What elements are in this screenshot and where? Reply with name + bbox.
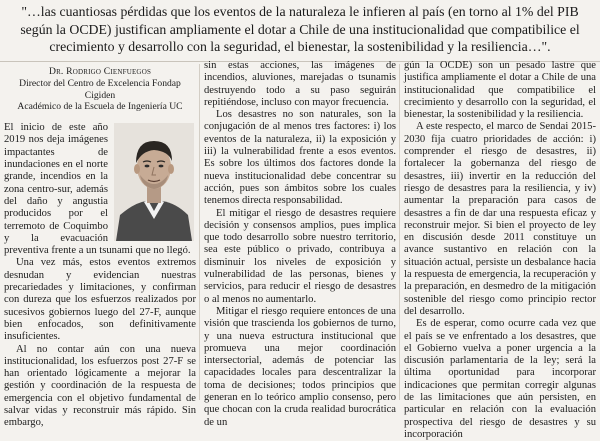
article-column-1 <box>4 66 196 430</box>
author-role: Cigiden <box>84 89 116 101</box>
column-divider <box>199 64 200 400</box>
author-name: Dr. Rodrigo Cienfuegos <box>48 66 152 77</box>
column-divider <box>399 64 400 400</box>
pull-quote-banner <box>0 0 600 62</box>
article-column-2 <box>204 60 396 429</box>
paragraph: Los desastres no son naturales, son la conjugación de al menos tres factores: i) los eventos de la naturaleza, ii) la exposición y iii) la vulnerabilidad frente a esos eventos. Es sobre los últimos dos factores donde la nueva institucionalidad debe concentrar su acción, pues son ámbitos sobre los cuales tenemos directa responsabilidad. <box>204 109 396 207</box>
paragraph: Una vez más, estos eventos extremos desnudan y evidencian nuestras precariedades y limitaciones, y confirman con dureza que los esfuerzos realizados por sucesivos gobiernos luego del 27-F, aunque bien enfocados, son definitivamente insuficientes. <box>4 257 196 343</box>
paragraph: Mitigar el riesgo requiere entonces de una visión que trascienda los gobiernos de turno, y una nueva estructura institucional que promueva una mejor coordinación intersectorial, además de potenciar las capacidades locales para descentralizar la toma de decisiones; todos principios que generan en lo teórico amplio consenso, pero que chocan con la cruda realidad burocrática de un <box>204 305 396 428</box>
paragraph: A este respecto, el marco de Sendai 2015-2030 fija cuatro prioridades de acción: i) comprender el riesgo de desastres, ii) fortalecer la gobernanza del riesgo de desastres, iii) invertir en la reducción del riesgo de desastres para la resiliencia, y iv) aumentar la preparación para casos de desastres a fin de dar una respuesta eficaz y reconstruir mejor. Si bien el proyecto de ley en discusión desde 2011 constituye un avance sustantivo en relación con la situación actual, persiste un desbalance hacia la respuesta de emergencia, la recuperación y la preparación, en desmedro de la mitigación sostenible del riesgo como principio rector del desarrollo. <box>404 121 596 317</box>
paragraph: Es de esperar, como ocurre cada vez que el país se ve enfrentado a los desastres, que el Gobierno vuelva a poner urgencia a la discusión parlamentaria de la ley; será la última oportunidad para incorporar indicaciones que permitan corregir algunas de las limitaciones que aún persisten, en particular en relación con la evaluación prospectiva del riesgo de desastres y su incorporación <box>404 318 596 440</box>
article-column-3 <box>404 60 596 441</box>
author-role: Académico de la Escuela de Ingeniería UC <box>17 101 183 113</box>
author-photo <box>114 123 194 241</box>
paragraph: gún la OCDE) son un pesado lastre que justifica ampliamente el dotar a Chile de una institucionalidad que compatibilice el crecimiento y desarrollo con la seguridad, el bienestar, la sostenibilidad y la resiliencia. <box>404 60 596 121</box>
paragraph: Al no contar aún con una nueva institucionalidad, los esfuerzos post 27-F se han orientado lógicamente a mejorar la gestión y coordinación de la respuesta de emergencia con el objetivo fundamental de salvar vidas y reconstruir más rápido. Sin embargo, <box>4 343 196 429</box>
byline <box>4 66 196 113</box>
paragraph: El mitigar el riesgo de desastres requiere decisión y consensos amplios, pues implica que todo desarrollo sobre nuestro territorio, sea este público o privado, contribuya a disminuir los niveles de exposición y vulnerabilidad de las personas, bienes y servicios, para reducir el riesgo de desastres o al menos no aumentarlo. <box>204 207 396 305</box>
author-role: Director del Centro de Excelencia Fondap <box>19 77 181 89</box>
paragraph: El inicio de este año 2019 nos deja imágenes impactantes de inundaciones en el norte grande, incendios en la zona centro-sur, además del daño y angustia producidos por el terremoto de Coquimbo y la evacuación preventiva frente a un tsunami que no llegó. <box>4 122 191 257</box>
paragraph: sin estas acciones, las imágenes de incendios, aluviones, marejadas o tsunamis destruyendo todo a su paso seguirán repitiéndose, incluso con mayor frecuencia. <box>204 60 396 108</box>
pull-quote: "…las cuantiosas pérdidas que los eventos de la naturaleza le infieren al país (en torno al 1% del PIB según la OCDE) justifican ampliamente el dotar a Chile de una institucionalidad que compatibilice el crecimiento y desarrollo con la seguridad, el bienestar, la sostenibilidad y la resiliencia…". <box>20 4 580 54</box>
